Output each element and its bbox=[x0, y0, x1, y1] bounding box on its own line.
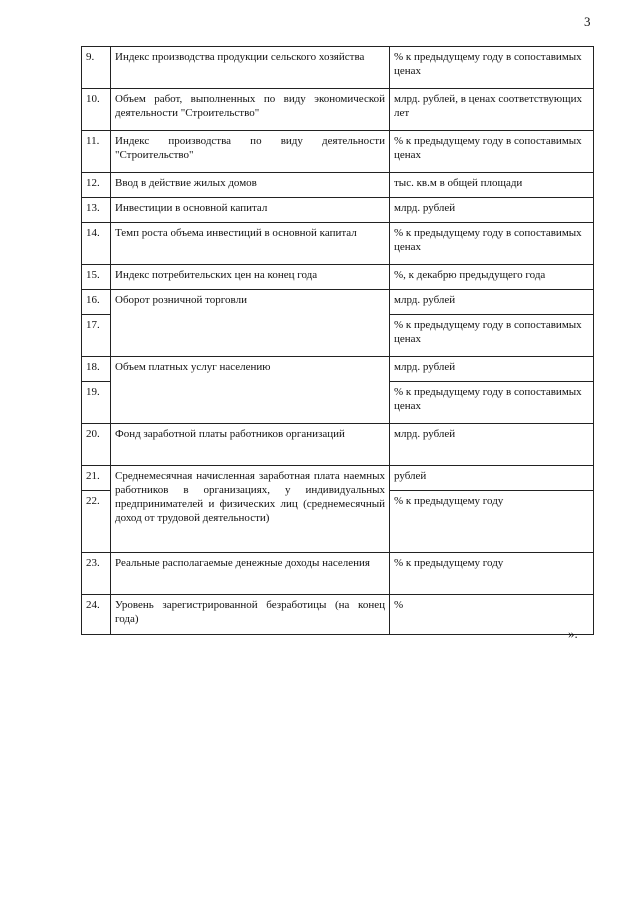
indicator-unit: млрд. рублей bbox=[390, 198, 594, 223]
indicator-unit: млрд. рублей, в ценах соответствующих лет bbox=[390, 89, 594, 131]
indicator-unit: %, к декабрю предыдущего года bbox=[390, 265, 594, 290]
indicator-unit: % bbox=[390, 595, 594, 635]
row-number: 15. bbox=[82, 265, 111, 290]
row-number: 12. bbox=[82, 173, 111, 198]
indicator-unit: млрд. рублей bbox=[390, 290, 594, 315]
table-row bbox=[82, 265, 594, 290]
indicator-unit: тыс. кв.м в общей площади bbox=[390, 173, 594, 198]
row-number: 17. bbox=[82, 315, 111, 357]
indicator-unit: % к предыдущему году bbox=[390, 553, 594, 595]
table-row bbox=[82, 357, 594, 382]
table-row bbox=[82, 223, 594, 265]
indicator-name: Инвестиции в основной капитал bbox=[111, 198, 390, 223]
row-number: 11. bbox=[82, 131, 111, 173]
row-number: 16. bbox=[82, 290, 111, 315]
row-number: 18. bbox=[82, 357, 111, 382]
table-row bbox=[82, 198, 594, 223]
indicator-unit: % к предыдущему году в сопоставимых ценах bbox=[390, 315, 594, 357]
indicator-unit: % к предыдущему году bbox=[390, 491, 594, 553]
table-row bbox=[82, 466, 594, 491]
table-row bbox=[82, 47, 594, 89]
indicator-unit: % к предыдущему году в сопоставимых ценах bbox=[390, 131, 594, 173]
indicator-name: Индекс потребительских цен на конец года bbox=[111, 265, 390, 290]
table-row bbox=[82, 424, 594, 466]
table-row bbox=[82, 173, 594, 198]
table-row bbox=[82, 595, 594, 635]
indicator-unit: % к предыдущему году в сопоставимых ценах bbox=[390, 223, 594, 265]
closing-quote-mark: ». bbox=[568, 626, 578, 641]
row-number: 23. bbox=[82, 553, 111, 595]
row-number: 10. bbox=[82, 89, 111, 131]
indicator-unit: % к предыдущему году в сопоставимых ценах bbox=[390, 47, 594, 89]
row-number: 14. bbox=[82, 223, 111, 265]
indicator-unit: млрд. рублей bbox=[390, 424, 594, 466]
row-number: 24. bbox=[82, 595, 111, 635]
row-number: 20. bbox=[82, 424, 111, 466]
indicator-name: Ввод в действие жилых домов bbox=[111, 173, 390, 198]
page-number: 3 bbox=[584, 14, 591, 29]
indicator-name: Индекс производства продукции сельского хозяйства bbox=[111, 47, 390, 89]
indicator-name: Объем работ, выполненных по виду экономической деятельности "Строительство" bbox=[111, 89, 390, 131]
indicator-name: Среднемесячная начисленная заработная плата наемных работников в организациях, у индивидуальных предпринимателей и физических лиц (среднемесячный доход от трудовой деятельности) bbox=[111, 466, 390, 553]
table-row bbox=[82, 89, 594, 131]
table-row bbox=[82, 553, 594, 595]
indicator-name: Оборот розничной торговли bbox=[111, 290, 390, 357]
indicator-name: Индекс производства по виду деятельности "Строительство" bbox=[111, 131, 390, 173]
row-number: 13. bbox=[82, 198, 111, 223]
indicator-unit: рублей bbox=[390, 466, 594, 491]
row-number: 19. bbox=[82, 382, 111, 424]
row-number: 9. bbox=[82, 47, 111, 89]
row-number: 22. bbox=[82, 491, 111, 553]
indicator-name: Реальные располагаемые денежные доходы населения bbox=[111, 553, 390, 595]
indicator-name: Темп роста объема инвестиций в основной капитал bbox=[111, 223, 390, 265]
indicator-unit: млрд. рублей bbox=[390, 357, 594, 382]
indicator-unit: % к предыдущему году в сопоставимых ценах bbox=[390, 382, 594, 424]
row-number: 21. bbox=[82, 466, 111, 491]
indicators-table bbox=[81, 46, 594, 635]
indicator-name: Уровень зарегистрированной безработицы (на конец года) bbox=[111, 595, 390, 635]
indicator-name: Объем платных услуг населению bbox=[111, 357, 390, 424]
indicator-name: Фонд заработной платы работников организаций bbox=[111, 424, 390, 466]
table-row bbox=[82, 131, 594, 173]
table-row bbox=[82, 290, 594, 315]
